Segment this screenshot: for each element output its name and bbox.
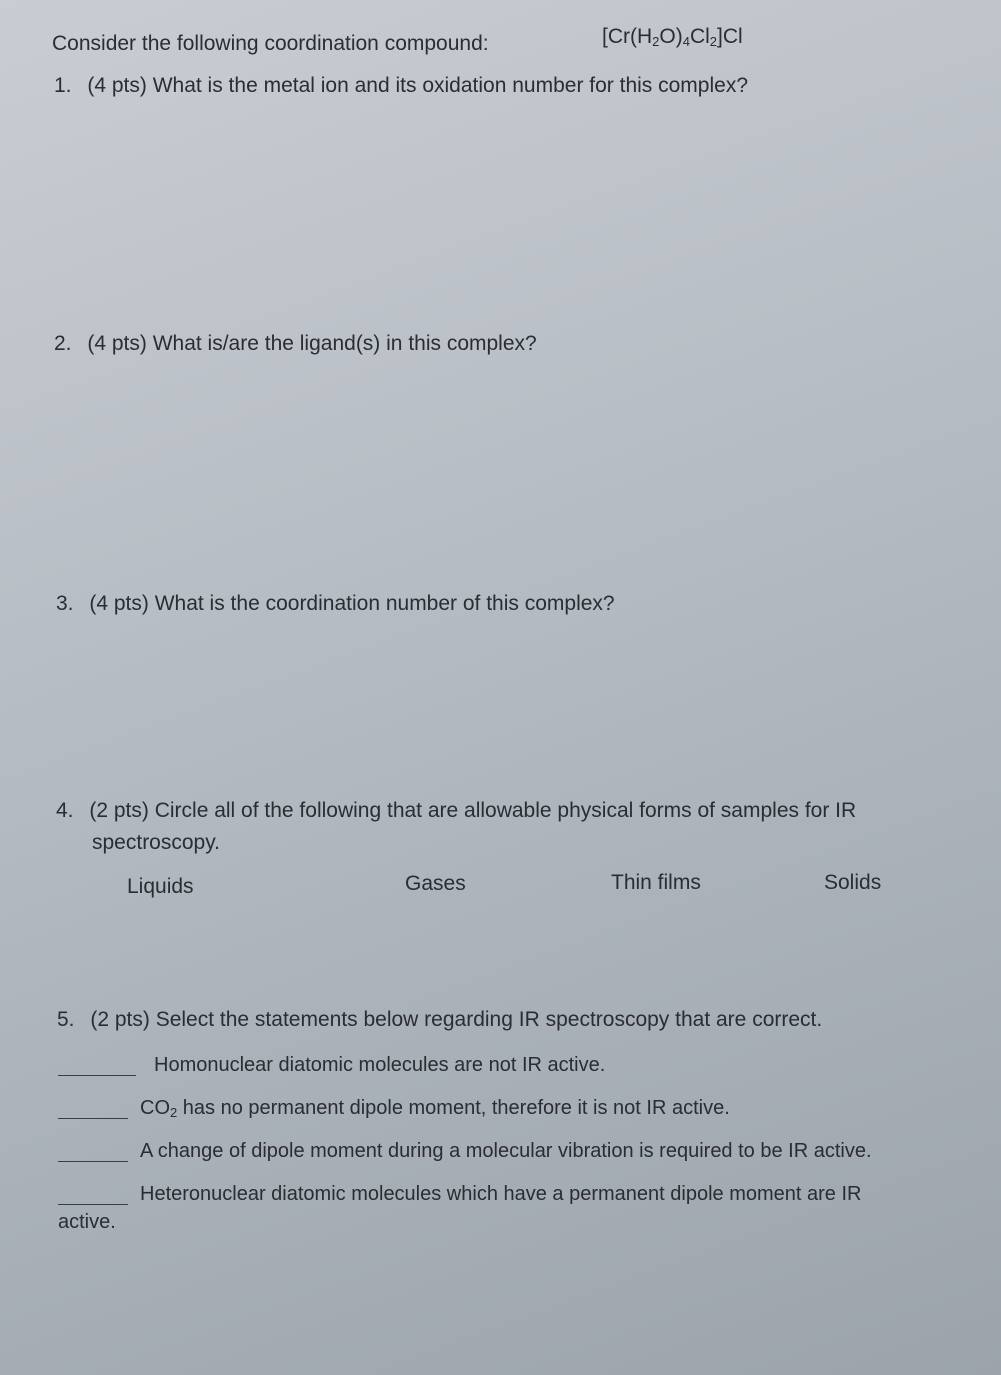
option-gases[interactable]: Gases bbox=[405, 872, 466, 895]
question-number: 5. bbox=[57, 1008, 75, 1031]
statement-4: Heteronuclear diatomic molecules which have a permanent dipole moment are IR bbox=[140, 1183, 862, 1205]
statement-1: Homonuclear diatomic molecules are not IR active. bbox=[154, 1054, 606, 1076]
question-text: (2 pts) Select the statements below regarding IR spectroscopy that are correct. bbox=[90, 1008, 823, 1031]
statement-4-continued: active. bbox=[58, 1211, 116, 1233]
intro-text: Consider the following coordination compound: bbox=[52, 32, 489, 55]
question-number: 3. bbox=[56, 592, 74, 615]
question-text: (2 pts) Circle all of the following that are allowable physical forms of samples for IR bbox=[89, 799, 857, 822]
compound-formula: $[Cr(H_2O)_4Cl_2]Cl$ bbox=[602, 25, 743, 49]
question-1 bbox=[54, 73, 748, 99]
answer-blank-1[interactable] bbox=[58, 1075, 136, 1076]
question-4-continued: spectroscopy. bbox=[92, 831, 220, 854]
answer-blank-3[interactable] bbox=[58, 1161, 128, 1162]
question-2 bbox=[54, 331, 537, 357]
question-3 bbox=[56, 591, 615, 617]
option-thin-films[interactable]: Thin films bbox=[611, 871, 701, 894]
question-text: (4 pts) What is the metal ion and its oxidation number for this complex? bbox=[87, 74, 748, 97]
question-number: 1. bbox=[54, 74, 72, 97]
answer-blank-4[interactable] bbox=[58, 1204, 128, 1205]
question-5 bbox=[57, 1007, 822, 1033]
option-liquids[interactable]: Liquids bbox=[127, 875, 194, 898]
option-solids[interactable]: Solids bbox=[824, 871, 882, 894]
answer-blank-2[interactable] bbox=[58, 1118, 128, 1119]
statement-2: $CO_2$ has no permanent dipole moment, therefore it is not IR active. bbox=[140, 1097, 730, 1120]
statement-3: A change of dipole moment during a molecular vibration is required to be IR active. bbox=[140, 1140, 872, 1162]
question-number: 2. bbox=[54, 332, 72, 355]
question-text: (4 pts) What is the coordination number of this complex? bbox=[89, 592, 615, 615]
question-number: 4. bbox=[56, 799, 74, 822]
question-text: (4 pts) What is/are the ligand(s) in this complex? bbox=[87, 332, 537, 355]
question-4 bbox=[56, 798, 856, 824]
